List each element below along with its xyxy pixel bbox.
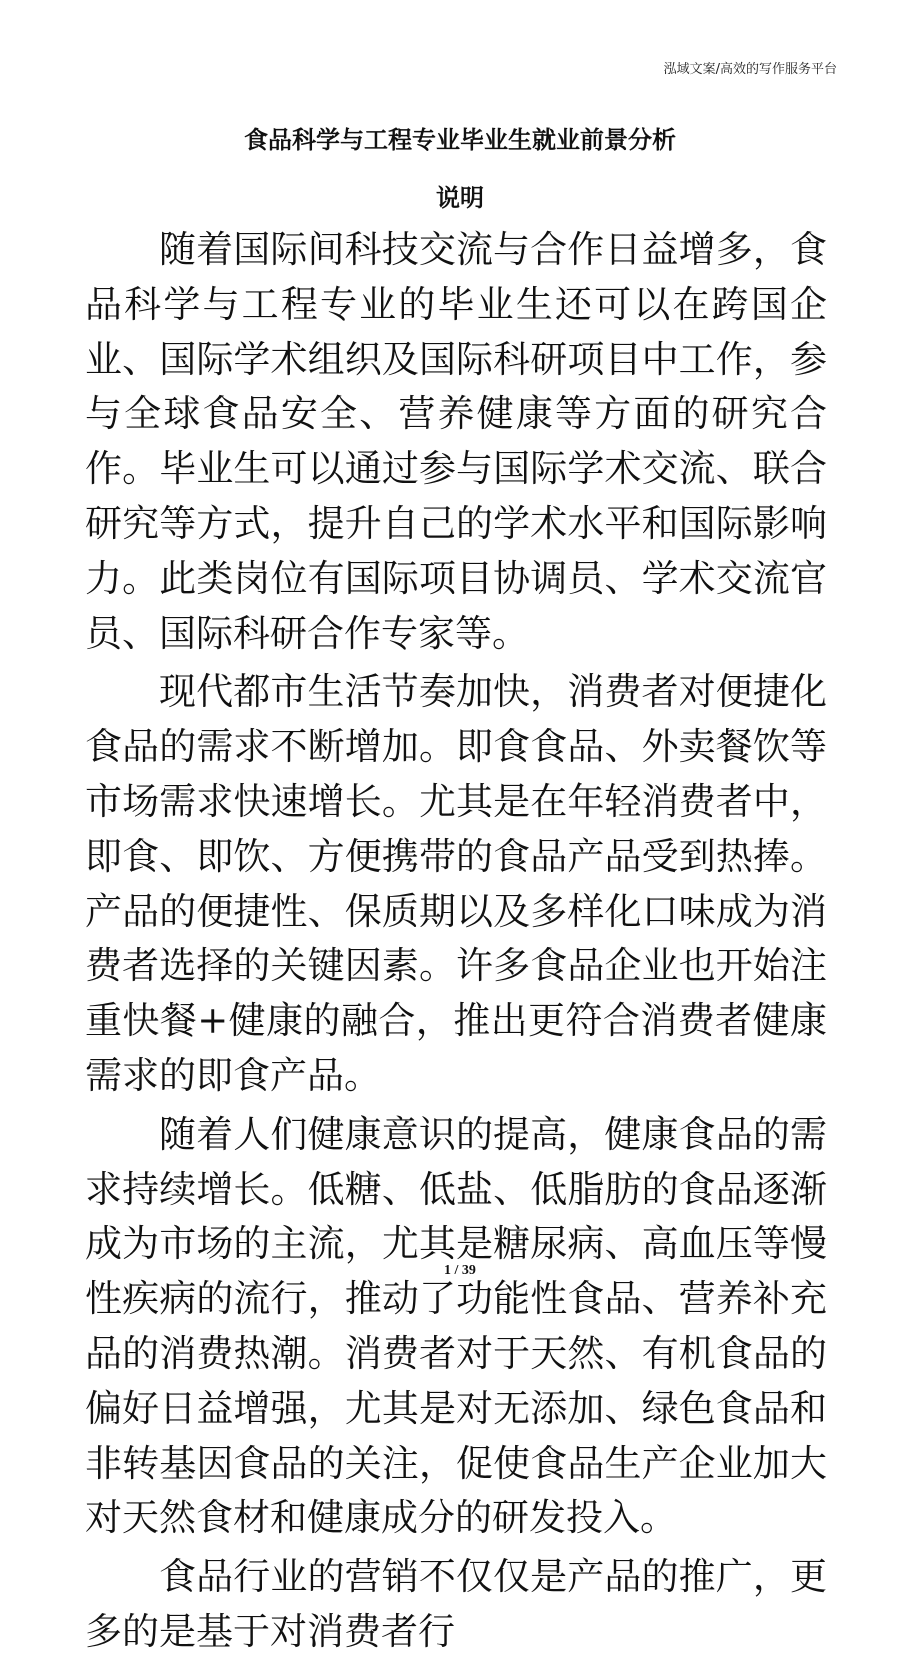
paragraph: 随着国际间科技交流与合作日益增多，食品科学与工程专业的毕业生还可以在跨国企业、国际学术组织及国际科研项目中工作，参与全球食品安全、营养健康等方面的研究合作。毕业生可以通过参与国际学术交流、联合研究等方式，提升自己的学术水平和国际影响力。此类岗位有国际项目协调员、学术交流官员、国际科研合作专家等。	[85, 228, 827, 655]
paragraph: 现代都市生活节奏加快，消费者对便捷化食品的需求不断增加。即食食品、外卖餐饮等市场需求快速增长。尤其是在年轻消费者中，即食、即饮、方便携带的食品产品受到热捧。产品的便捷性、保质期以及多样化口味成为消费者选择的关键因素。许多食品企业也开始注重快餐+健康的融合，推出更符合消费者健康需求的即食产品。	[85, 670, 827, 1097]
document-body	[85, 223, 827, 1664]
paragraph: 随着人们健康意识的提高，健康食品的需求持续增长。低糖、低盐、低脂肪的食品逐渐成为市场的主流，尤其是糖尿病、高血压等慢性疾病的流行，推动了功能性食品、营养补充品的消费热潮。消费者对于天然、有机食品的偏好日益增强，尤其是对无添加、绿色食品和非转基因食品的关注，促使食品生产企业加大对天然食材和健康成分的研发投入。	[85, 1112, 827, 1540]
section-heading: 说明	[436, 184, 484, 212]
page-header: 泓域文案/高效的写作服务平台	[663, 62, 837, 77]
page-number: 1 / 39	[444, 1263, 476, 1278]
paragraph: 食品行业的营销不仅仅是产品的推广，更多的是基于对消费者行	[85, 1555, 827, 1653]
document-title: 食品科学与工程专业毕业生就业前景分析	[244, 126, 676, 154]
